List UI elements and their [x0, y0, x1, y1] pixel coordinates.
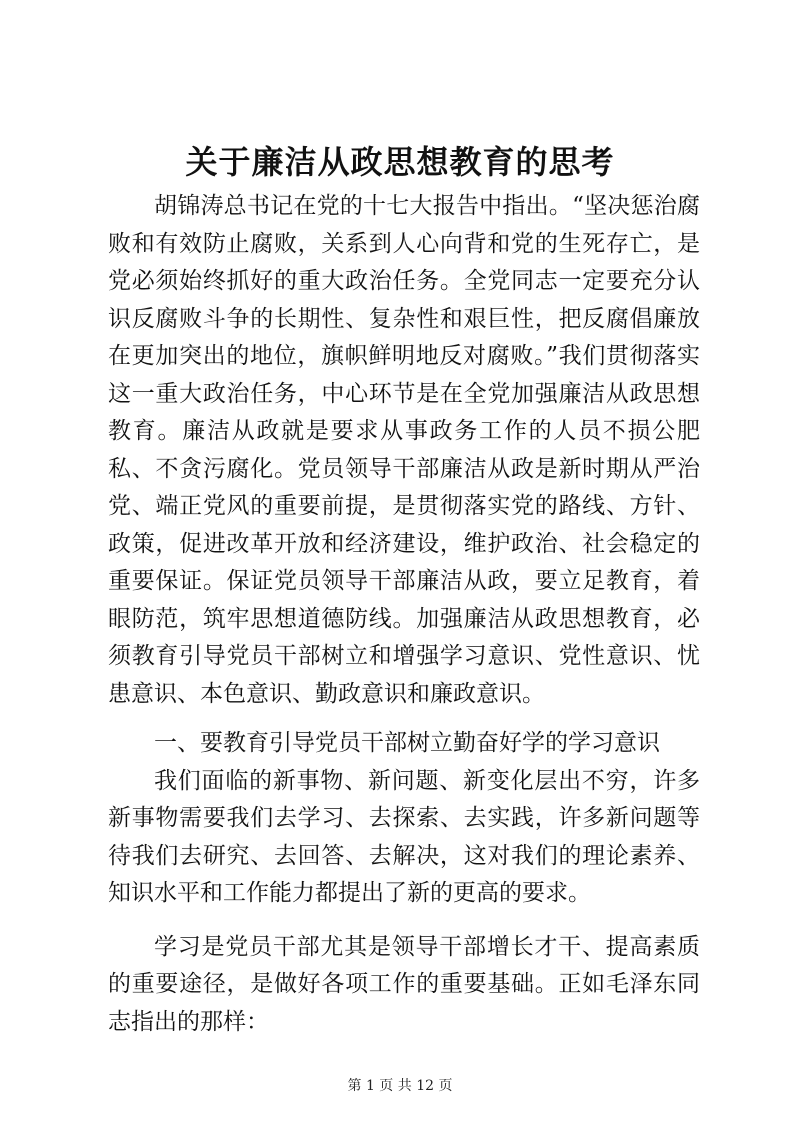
section-heading-1: 一、要教育引导党员干部树立勤奋好学的学习意识 — [154, 730, 660, 756]
document-title: 关于廉洁从政思想教育的思考 — [185, 143, 615, 181]
paragraph-learning-importance: 学习是党员干部尤其是领导干部增长才干、提高素质的重要途径，是做好各项工作的重要基础。正如毛泽东同志指出的那样： — [108, 933, 700, 1035]
page-footer: 第 1 页 共 12 页 — [347, 1078, 453, 1094]
paragraph-new-challenges: 我们面临的新事物、新问题、新变化层出不穷，许多新事物需要我们去学习、去探索、去实践，许多新问题等待我们去研究、去回答、去解决，这对我们的理论素养、知识水平和工作能力都提出了新的更高的要求。 — [108, 767, 700, 906]
paragraph-intro: 胡锦涛总书记在党的十七大报告中指出。“坚决惩治腐败和有效防止腐败，关系到人心向背和党的生死存亡，是党必须始终抓好的重大政治任务。全党同志一定要充分认识反腐败斗争的长期性、复杂性和艰巨性，把反腐倡廉放在更加突出的地位，旗帜鲜明地反对腐败。”我们贯彻落实这一重大政治任务，中心环节是在全党加强廉洁从政思想教育。廉洁从政就是要求从事政务工作的人员不损公肥私、不贪污腐化。党员领导干部廉洁从政是新时期从严治党、端正党风的重要前提，是贯彻落实党的路线、方针、政策，促进改革开放和经济建设，维护政治、社会稳定的重要保证。保证党员领导干部廉洁从政，要立足教育，着眼防范，筑牢思想道德防线。加强廉洁从政思想教育，必须教育引导党员干部树立和增强学习意识、党性意识、忧患意识、本色意识、勤政意识和廉政意识。 — [108, 193, 700, 707]
document-body — [108, 188, 700, 1041]
